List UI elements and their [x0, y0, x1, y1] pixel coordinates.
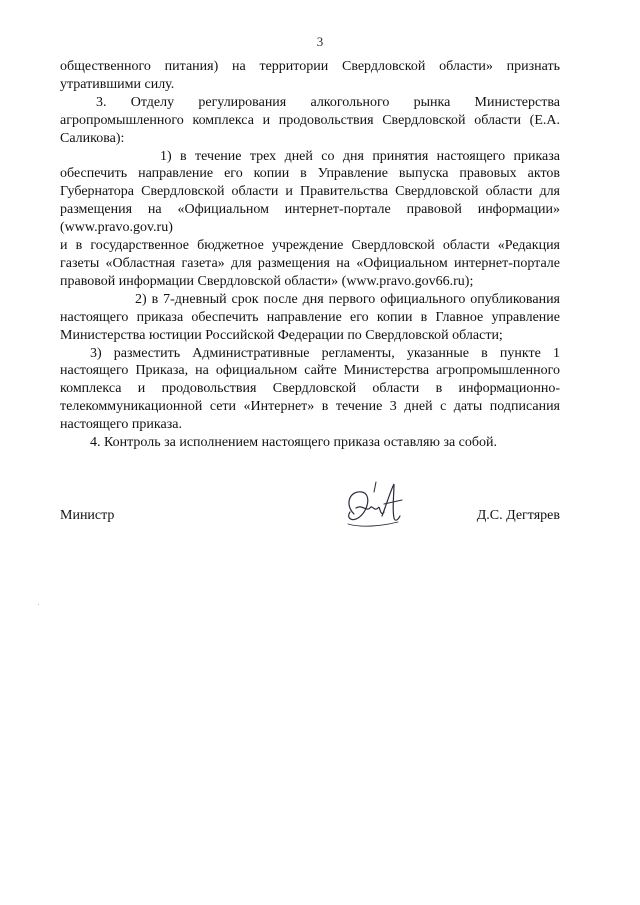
scan-speck: [38, 604, 39, 605]
handwritten-signature: [332, 478, 412, 540]
paragraph-item-4: 4. Контроль за исполнением настоящего приказа оставляю за собой.: [90, 435, 498, 451]
paragraph-item-3: 3. Отделу регулирования алкогольного рынка Министерства агропромышленного комплекса и продовольствия Свердловской области (Е.А. Саликова):: [60, 94, 560, 146]
signer-name: Д.С. Дегтярев: [476, 508, 560, 523]
signature-block: [60, 508, 560, 558]
paragraph-subitem-1: 1) в течение трех дней со дня принятия настоящего приказа обеспечить направление его копии в Управление выпуска правовых актов Губернатора Свердловской области и Правительства Свердловской области для размещения на «Официальном интернет-портале правовой информации» (www.pravo.gov.ru): [60, 148, 560, 236]
paragraph-subitem-1-continued: и в государственное бюджетное учреждение Свердловской области «Редакция газеты «Областная газета» для размещения на «Официальном интернет-портале правовой информации Свердловской области» (www.pravo.gov66.ru);: [60, 238, 560, 289]
paragraph-subitem-3: 3) разместить Административные регламенты, указанные в пункте 1 настоящего Приказа, на официальном сайте Министерства агропромышленного комплекса и продовольствия Свердловской области в информационно-телекоммуникационной сети «Интернет» в течение 3 дней с даты подписания настоящего приказа.: [60, 345, 560, 433]
page-number: 3: [316, 34, 324, 49]
paragraph-subitem-2: 2) в 7-дневный срок после дня первого официального опубликования настоящего приказа обеспечить направление его копии в Главное управление Министерства юстиции Российской Федерации по Свердловской области;: [60, 291, 560, 343]
signer-position: Министр: [60, 508, 115, 523]
paragraph-continuation: общественного питания) на территории Свердловской области» признать утратившими силу.: [60, 59, 560, 92]
document-body: [60, 58, 560, 452]
